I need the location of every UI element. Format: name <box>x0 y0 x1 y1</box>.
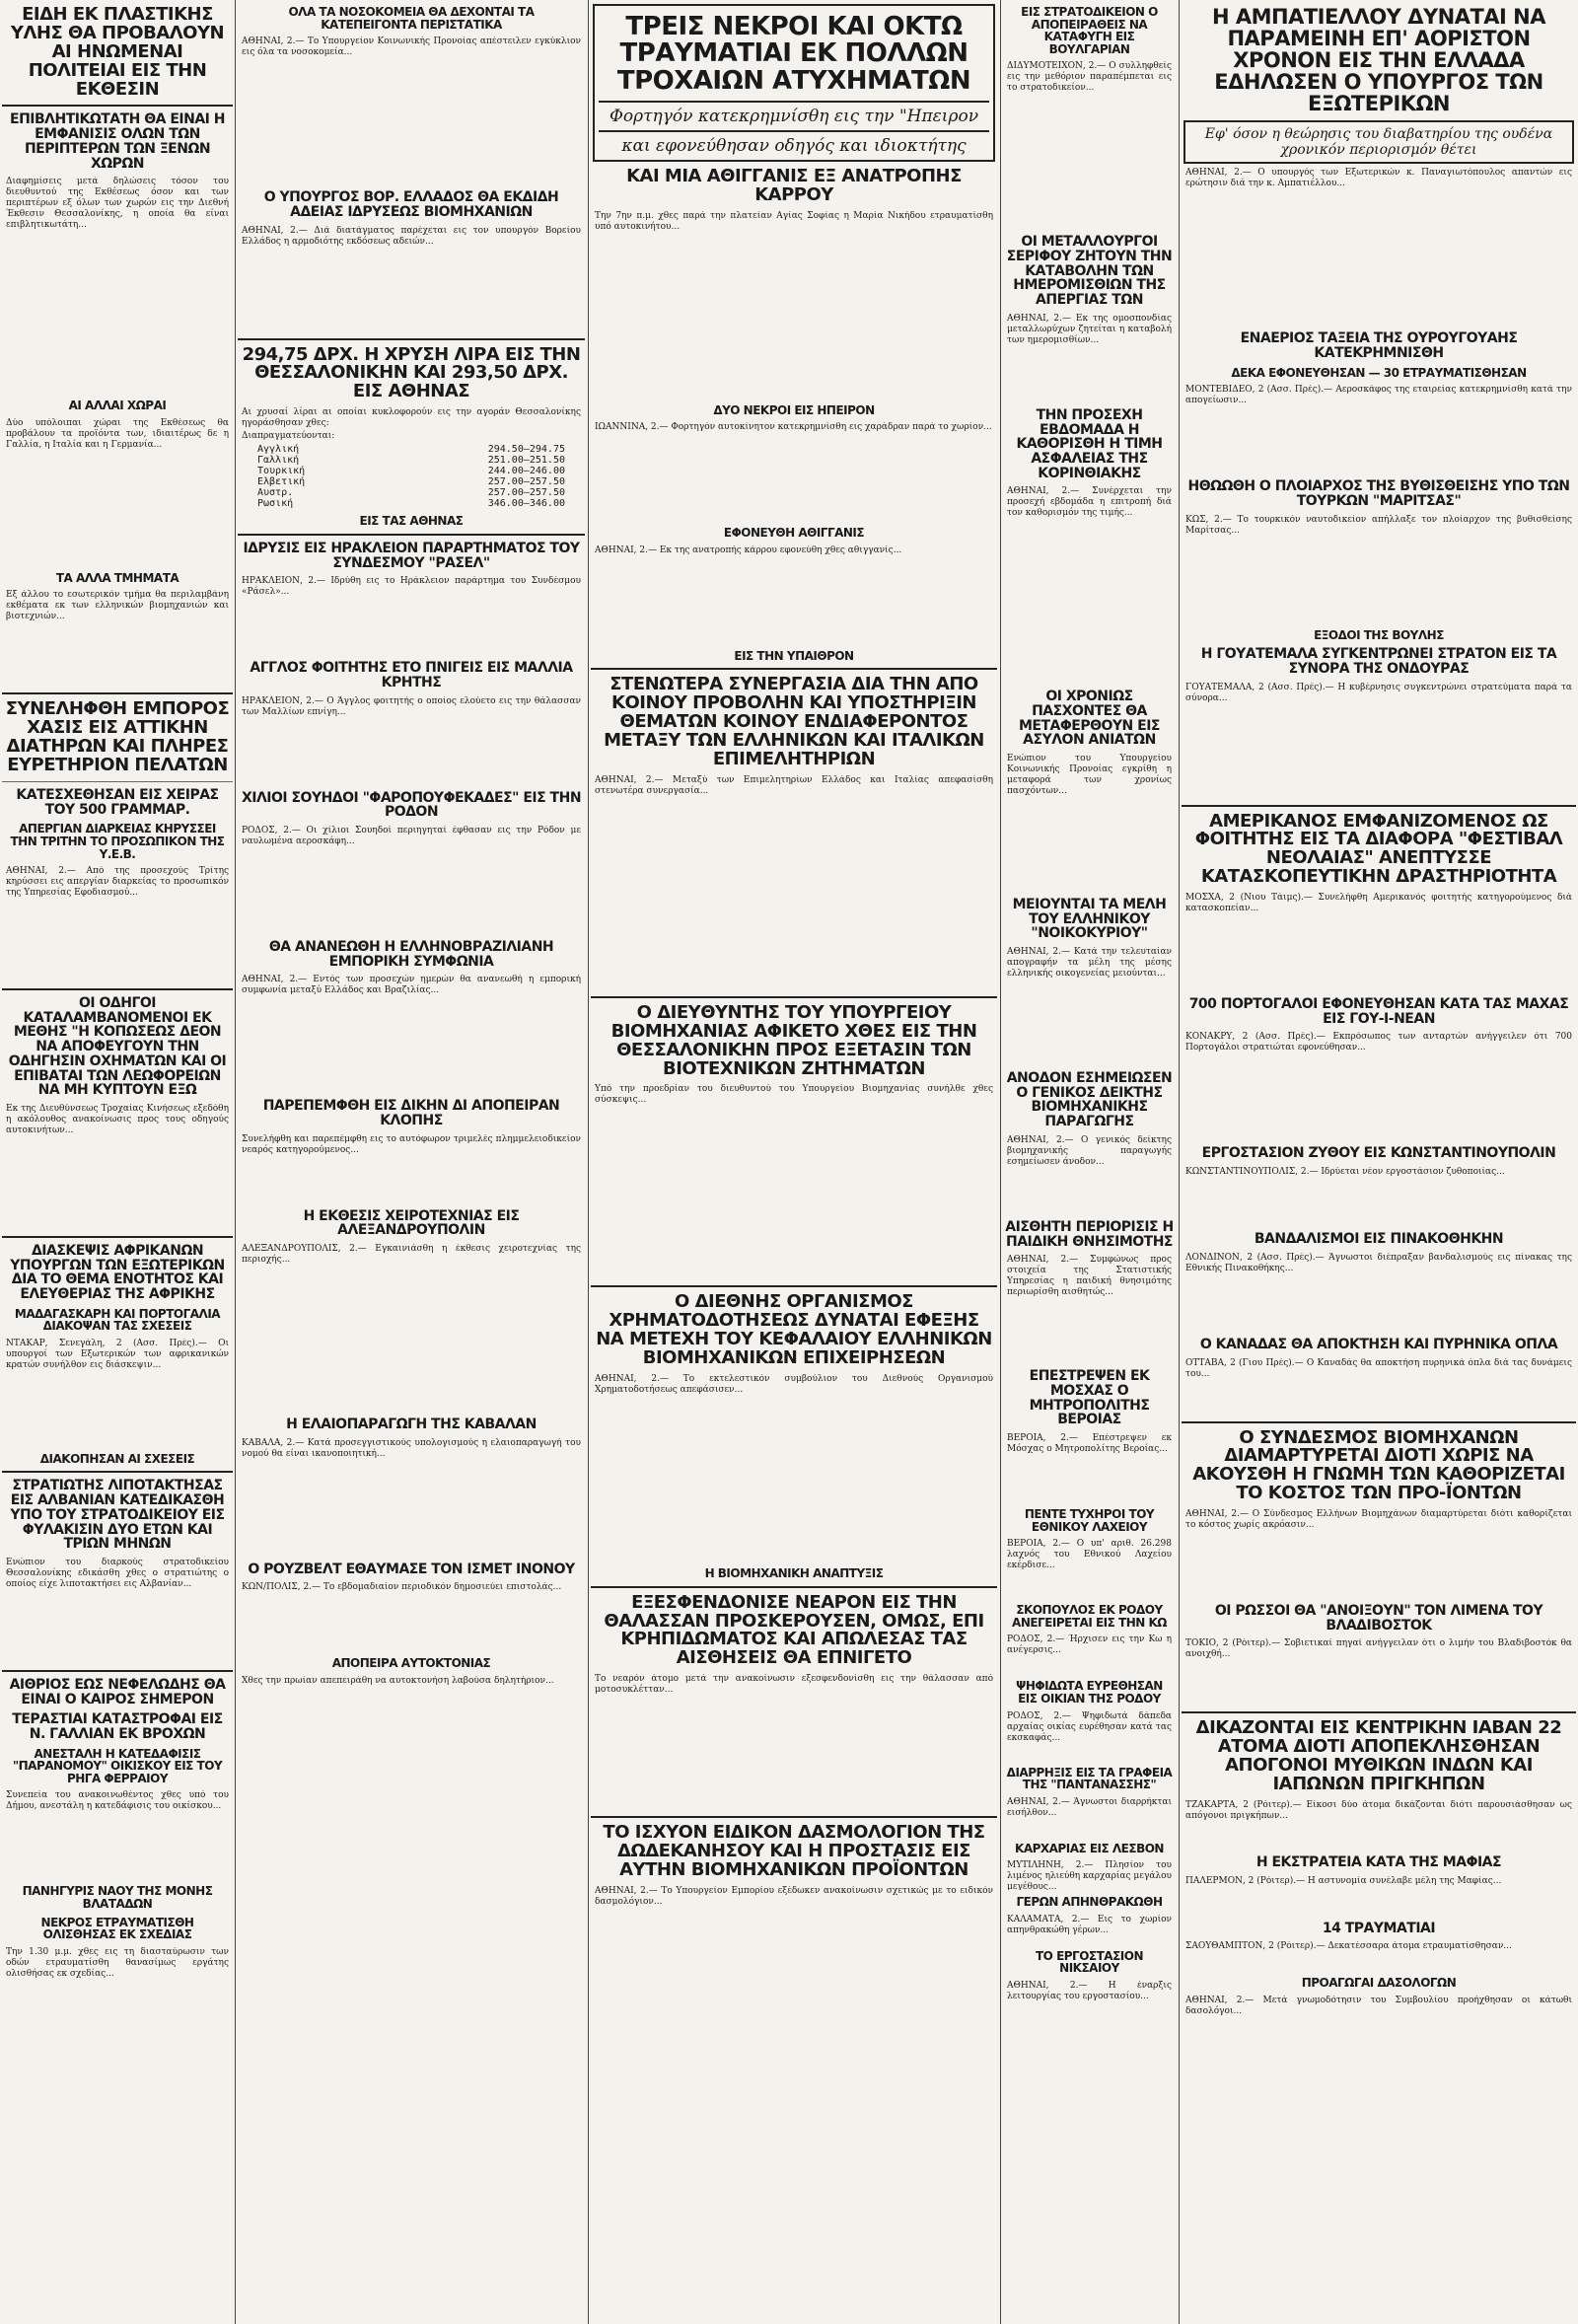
headline: ΜΕΙΟΥΝΤΑΙ ΤΑ ΜΕΛΗ ΤΟΥ ΕΛΛΗΝΙΚΟΥ "ΝΟΙΚΟΚΥΡΙΟΥ" <box>1012 897 1167 942</box>
headline: Η ΕΚΘΕΣΙΣ ΧΕΙΡΟΤΕΧΝΙΑΣ ΕΙΣ ΑΛΕΞΑΝΔΡΟΥΠΟΛΙΝ <box>303 1207 520 1239</box>
article-body: Συνεπεία του ανακοινωθέντος χθες υπό του Δήμου, ανεστάλη η κατεδάφισις του οικίσκου... <box>6 1790 229 1812</box>
column-3 <box>591 0 997 1967</box>
article-body: ΑΘΗΝΑΙ, 2.— Συνέρχεται την προσεχή εβδομάδα η επιτροπή διά τον καθορισμόν της τιμής... <box>1007 486 1172 519</box>
subheading: ΤΑ ΑΛΛΑ ΤΜΗΜΑΤΑ <box>55 570 179 585</box>
headline: ΕΠΕΣΤΡΕΨΕΝ ΕΚ ΜΟΣΧΑΣ Ο ΜΗΤΡΟΠΟΛΙΤΗΣ ΒΕΡΟΙΑΣ <box>1029 1368 1150 1428</box>
article-body: Ενώπιον του διαρκούς στρατοδικείου Θεσσαλονίκης εδικάσθη χθες ο στρατιώτης ο οποίος είχε λιποτακτήσει εις Αλβανίαν... <box>6 1557 229 1589</box>
headline: ΟΙ ΧΡΟΝΙΩΣ ΠΑΣΧΟΝΤΕΣ ΘΑ ΜΕΤΑΦΕΡΘΟΥΝ ΕΙΣ ΑΣΥΛΟΝ ΑΝΙΑΤΩΝ <box>1019 689 1160 749</box>
headline: 294,75 ΔΡΧ. Η ΧΡΥΣΗ ΛΙΡΑ ΕΙΣ ΤΗΝ ΘΕΣΣΑΛΟΝΙΚΗΝ ΚΑΙ 293,50 ΔΡΧ. ΕΙΣ ΑΘΗΝΑΣ <box>242 343 581 402</box>
article-body: ΑΘΗΝΑΙ, 2.— Μεταξύ των Επιμελητηρίων Ελλάδος και Ιταλίας απεφασίσθη στενωτέρα συνεργασία... <box>595 774 993 796</box>
headline: ΕΞΕΣΦΕΝΔΟΝΙΣΕ ΝΕΑΡΟΝ ΕΙΣ ΤΗΝ ΘΑΛΑΣΣΑΝ ΠΡΟΣΚΕΡΟΥΣΕΝ, ΟΜΩΣ, ΕΠΙ ΚΡΗΠΙΔΩΜΑΤΟΣ ΚΑΙ ΑΠΩΛΕΣΑΣ ΤΑΣ ΑΙΣΘΗΣΕΙΣ ΘΑ ΕΠΝΙΓΕΤΟ <box>604 1591 984 1669</box>
article-body: ΚΟΝΑΚΡΥ, 2 (Ασσ. Πρές).— Εκπρόσωπος των ανταρτών ανήγγειλεν ότι 700 Πορτογάλοι στρατιώται εφονεύθησαν... <box>1185 1032 1572 1053</box>
article-body: Εξ άλλου το εσωτερικόν τμήμα θα περιλαμβάνη εκθέματα εκ των ελληνικών βιομηχανιών και βιοτεχνιών... <box>6 590 229 622</box>
headline: ΚΑΡΧΑΡΙΑΣ ΕΙΣ ΛΕΣΒΟΝ <box>1015 1841 1164 1855</box>
headline: ΕΙΣ ΣΤΡΑΤΟΔΙΚΕΙΟΝ Ο ΑΠΟΠΕΙΡΑΘΕΙΣ ΝΑ ΚΑΤΑΦΥΓΗ ΕΙΣ ΒΟΥΛΓΑΡΙΑΝ <box>1021 5 1158 56</box>
subheading: Η ΒΙΟΜΗΧΑΝΙΚΗ ΑΝΑΠΤΥΞΙΣ <box>704 1566 884 1581</box>
gold-rates-table <box>257 444 565 509</box>
rate-row: Αγγλική 294.50—294.75 <box>257 444 565 456</box>
headline: Η ΓΟΥΑΤΕΜΑΛΑ ΣΥΓΚΕΝΤΡΩΝΕΙ ΣΤΡΑΤΟΝ ΕΙΣ ΤΑ ΣΥΝΟΡΑ ΤΗΣ ΟΝΔΟΥΡΑΣ <box>1200 646 1557 677</box>
headline: Ο ΥΠΟΥΡΓΟΣ ΒΟΡ. ΕΛΛΑΔΟΣ ΘΑ ΕΚΔΙΔΗ ΑΔΕΙΑΣ ΙΔΡΥΣΕΩΣ ΒΙΟΜΗΧΑΝΙΩΝ <box>263 189 559 220</box>
headline: Η ΕΛΑΙΟΠΑΡΑΓΩΓΗ ΤΗΣ ΚΑΒΑΛΑΝ <box>286 1416 537 1433</box>
column-5 <box>1182 0 1576 2027</box>
article-body: ΑΘΗΝΑΙ, 2.— Ο υπουργός των Εξωτερικών κ. Παναγιωτόπουλος απαντών εις ερώτησιν διά την κ. Αμπατιέλλου... <box>1185 168 1572 189</box>
headline: ΟΙ ΜΕΤΑΛΛΟΥΡΓΟΙ ΣΕΡΙΦΟΥ ΖΗΤΟΥΝ ΤΗΝ ΚΑΤΑΒΟΛΗΝ ΤΩΝ ΗΜΕΡΟΜΙΣΘΙΩΝ ΤΗΣ ΑΠΕΡΓΙΑΣ ΤΩΝ <box>1006 234 1173 309</box>
headline: ΟΙ ΟΔΗΓΟΙ ΚΑΤΑΛΑΜΒΑΝΟΜΕΝΟΙ ΕΚ ΜΕΘΗΣ "Η ΚΟΠΩΣΕΩΣ ΔΕΟΝ ΝΑ ΑΠΟΦΕΥΓΟΥΝ ΤΗΝ ΟΔΗΓΗΣΙΝ ΟΧΗΜΑΤΩΝ ΚΑΙ ΟΙ ΕΠΙΒΑΤΑΙ ΤΩΝ ΛΕΩΦΟΡΕΙΩΝ ΝΑ ΜΗ ΚΥΠΤΟΥΝ ΕΞΩ <box>8 995 227 1099</box>
headline: Ο ΚΑΝΑΔΑΣ ΘΑ ΑΠΟΚΤΗΣΗ ΚΑΙ ΠΥΡΗΝΙΚΑ ΟΠΛΑ <box>1199 1336 1558 1352</box>
headline: 14 ΤΡΑΥΜΑΤΙΑΙ <box>1322 1920 1436 1936</box>
headline: ΑΝΕΣΤΑΛΗ Η ΚΑΤΕΔΑΦΙΣΙΣ "ΠΑΡΑΝΟΜΟΥ" ΟΙΚΙΣΚΟΥ ΕΙΣ ΤΟΥ ΡΗΓΑ ΦΕΡΡΑΙΟΥ <box>12 1746 223 1785</box>
article-body: ΜΟΝΤΕΒΙΔΕΟ, 2 (Ασσ. Πρές).— Αεροσκάφος της εταιρείας κατεκρημνίσθη κατά την απογείωσιν... <box>1185 385 1572 406</box>
deck: Εφ' όσον η θεώρησις του διαβατηρίου της ουδένα χρονικόν περιορισμόν θέτει <box>1204 126 1553 159</box>
article-body: ΑΘΗΝΑΙ, 2.— Από της προσεχούς Τρίτης κηρύσσει εις απεργίαν διαρκείας το προσωπικόν της Υπηρεσίας Εφοδιασμού... <box>6 866 229 899</box>
article-body: Το νεαρόν άτομο μετά την ανακοίνωσιν εξεσφενδονίσθη εις την θάλασσαν από μοτοσυκλέτταν... <box>595 1674 993 1696</box>
article-body: Χθες την πρωίαν απεπειράθη να αυτοκτονήση λαβούσα δηλητήριον... <box>242 1676 554 1687</box>
headline: ΜΑΔΑΓΑΣΚΑΡΗ ΚΑΙ ΠΟΡΤΟΓΑΛΙΑ ΔΙΑΚΟΨΑΝ ΤΑΣ ΣΧΕΣΕΙΣ <box>14 1306 221 1334</box>
article-body: Υπό την προεδρίαν του διευθυντού του Υπουργείου Βιομηχανίας συνήλθε χθες σύσκεψις... <box>595 1084 993 1106</box>
headline: ΔΙΑΡΡΗΞΙΣ ΕΙΣ ΤΑ ΓΡΑΦΕΙΑ ΤΗΣ "ΠΑΝΤΑΝΑΣΣΗΣ" <box>1006 1765 1173 1792</box>
article-body: ΝΤΑΚΑΡ, Σενεγάλη, 2 (Ασσ. Πρές).— Οι υπουργοί των Εξωτερικών των αφρικανικών κρατών συνήλθον εις διάσκεψιν... <box>6 1338 229 1370</box>
headline: ΕΝΑΕΡΙΟΣ ΤΑΞΕΙΑ ΤΗΣ ΟΥΡΟΥΓΟΥΑΗΣ ΚΑΤΕΚΡΗΜΝΙΣΘΗ <box>1240 330 1518 361</box>
headline: ΑΙΣΘΗΤΗ ΠΕΡΙΟΡΙΣΙΣ Η ΠΑΙΔΙΚΗ ΘΝΗΣΙΜΟΤΗΣ <box>1005 1218 1174 1250</box>
article-body: ΟΤΤΑΒΑ, 2 (Γιου Πρές).— Ο Καναδάς θα αποκτήση πυρηνικά όπλα διά τας δυνάμεις του... <box>1185 1357 1572 1379</box>
headline: ΑΠΕΡΓΙΑΝ ΔΙΑΡΚΕΙΑΣ ΚΗΡΥΣΣΕΙ ΤΗΝ ΤΡΙΤΗΝ ΤΟ ΠΡΟΣΩΠΙΚΟΝ ΤΗΣ Υ.Ε.Β. <box>10 822 225 861</box>
rates-title: Διαπραγματεύονται: <box>242 431 335 442</box>
deck: και εφονεύθησαν οδηγός και ιδιοκτήτης <box>621 135 967 156</box>
article-body: ΑΘΗΝΑΙ, 2.— Ο γενικός δείκτης βιομηχανικής παραγωγής εσημείωσεν άνοδον... <box>1007 1134 1172 1167</box>
headline: ΕΙΔΗ ΕΚ ΠΛΑΣΤΙΚΗΣ ΥΛΗΣ ΘΑ ΠΡΟΒΑΛΟΥΝ ΑΙ ΗΝΩΜΕΝΑΙ ΠΟΛΙΤΕΙΑΙ ΕΙΣ ΤΗΝ ΕΚΘΕΣΙΝ <box>10 4 225 100</box>
article-body: ΑΘΗΝΑΙ, 2.— Το εκτελεστικόν συμβούλιον του Διεθνούς Οργανισμού Χρηματοδοτήσεως απεφάσισεν... <box>595 1374 993 1396</box>
article-body: ΚΩΝΣΤΑΝΤΙΝΟΥΠΟΛΙΣ, 2.— Ιδρύεται νέον εργοστάσιον ζυθοποιίας... <box>1185 1167 1505 1178</box>
article-body: Διαφημίσεις μετά δηλώσεις τόσον του διευθυντού της Εκθέσεως όσον και των περιπτέρων εξ όλων των χωρών εις την Διεθνή Έκθεσιν Θεσσαλονίκης, η οποία θα είναι επιβλητικωτάτη... <box>6 177 229 231</box>
deck: Φορτηγόν κατεκρημνίσθη εις την "Ηπειρον <box>609 106 979 126</box>
article-body: ΚΑΛΑΜΑΤΑ, 2.— Εις το χωρίον απηνθρακώθη γέρων... <box>1007 1914 1172 1935</box>
headline: ΑΜΕΡΙΚΑΝΟΣ ΕΜΦΑΝΙΖΟΜΕΝΟΣ ΩΣ ΦΟΙΤΗΤΗΣ ΕΙΣ ΤΑ ΔΙΑΦΟΡΑ "ΦΕΣΤΙΒΑΛ ΝΕΟΛΑΙΑΣ" ΑΝΕΠΤΥΣΣΕ ΚΑΤΑΣΚΟΠΕΥΤΙΚΗΝ ΔΡΑΣΤΗΡΙΟΤΗΤΑ <box>1194 810 1563 888</box>
article-body: Δύο υπόλοιπαι χώραι της Εκθέσεως θα προβάλουν τα προϊόντα των, ιδιαιτέρως δε η Γαλλία, η Ιταλία και η Γερμανία... <box>6 417 229 450</box>
article-body: ΑΛΕΞΑΝΔΡΟΥΠΟΛΙΣ, 2.— Εγκαινιάσθη η έκθεσις χειροτεχνίας της περιοχής... <box>242 1244 581 1266</box>
article-body: ΑΘΗΝΑΙ, 2.— Το Υπουργείον Εμπορίου εξέδωκεν ανακοίνωσιν σχετικώς με το ειδικόν δασμολόγιον... <box>595 1885 993 1907</box>
article-body: ΚΑΒΑΛΑ, 2.— Κατά προσεγγιστικούς υπολογισμούς η ελαιοπαραγωγή του νομού θα είναι ικανοποιητική... <box>242 1437 581 1459</box>
headline: Ο ΡΟΥΖΒΕΛΤ ΕΘΑΥΜΑΣΕ ΤΟΝ ΙΣΜΕΤ ΙΝΟΝΟΥ <box>248 1561 575 1577</box>
subheading: ΕΦΟΝΕΥΘΗ ΑΘΙΓΓΑΝΙΣ <box>723 526 865 541</box>
headline: ΒΑΝΔΑΛΙΣΜΟΙ ΕΙΣ ΠΙΝΑΚΟΘΗΚΗΝ <box>1254 1231 1504 1248</box>
article-body: Αι χρυσαί λίραι αι οποίαι κυκλοφορούν εις την αγοράν Θεσσαλονίκης ηγοράσθησαν χθες: <box>242 407 581 429</box>
article-body: Την 7ην π.μ. χθες παρά την πλατείαν Αγίας Σοφίας η Μαρία Νικήδου ετραυματίσθη υπό αυτοκινήτου... <box>595 210 993 232</box>
headline: 700 ΠΟΡΤΟΓΑΛΟΙ ΕΦΟΝΕΥΘΗΣΑΝ ΚΑΤΑ ΤΑΣ ΜΑΧΑΣ ΕΙΣ ΓΟΥ-Ι-ΝΕΑΝ <box>1188 996 1569 1027</box>
rate-row: Τουρκική 244.00—246.00 <box>257 466 565 477</box>
headline: ΔΙΑΣΚΕΨΙΣ ΑΦΡΙΚΑΝΩΝ ΥΠΟΥΡΓΩΝ ΤΩΝ ΕΞΩΤΕΡΙΚΩΝ ΔΙΑ ΤΟ ΘΕΜΑ ΕΝΟΤΗΤΟΣ ΚΑΙ ΕΛΕΥΘΕΡΙΑΣ ΤΗΣ ΑΦΡΙΚΗΣ <box>10 1242 225 1302</box>
headline: ΟΛΑ ΤΑ ΝΟΣΟΚΟΜΕΙΑ ΘΑ ΔΕΧΟΝΤΑΙ ΤΑ ΚΑΤΕΠΕΙΓΟΝΤΑ ΠΕΡΙΣΤΑΤΙΚΑ <box>288 5 535 32</box>
headline: ΠΑΡΕΠΕΜΦΘΗ ΕΙΣ ΔΙΚΗΝ ΔΙ ΑΠΟΠΕΙΡΑΝ ΚΛΟΠΗΣ <box>262 1098 560 1129</box>
headline: ΠΕΝΤΕ ΤΥΧΗΡΟΙ ΤΟΥ ΕΘΝΙΚΟΥ ΛΑΧΕΙΟΥ <box>1024 1506 1155 1534</box>
headline: ΚΑΙ ΜΙΑ ΑΘΙΓΓΑΝΙΣ ΕΞ ΑΝΑΤΡΟΠΗΣ ΚΑΡΡΟΥ <box>626 165 962 205</box>
headline: ΤΕΡΑΣΤΙΑΙ ΚΑΤΑΣΤΡΟΦΑΙ ΕΙΣ Ν. ΓΑΛΛΙΑΝ ΕΚ ΒΡΟΧΩΝ <box>12 1711 223 1742</box>
headline: ΤΟ ΙΣΧΥΟΝ ΕΙΔΙΚΟΝ ΔΑΣΜΟΛΟΓΙΟΝ ΤΗΣ ΔΩΔΕΚΑΝΗΣΟΥ ΚΑΙ Η ΠΡΟΣΤΑΣΙΣ ΕΙΣ ΑΥΤΗΝ ΒΙΟΜΗΧΑΝΙΚΩΝ ΠΡΟΪΟΝΤΩΝ <box>603 1822 985 1880</box>
article-body: ΜΥΤΙΛΗΝΗ, 2.— Πλησίον του λιμένος ηλιεύθη καρχαρίας μεγάλου μεγέθους... <box>1007 1860 1172 1891</box>
lead-headline-box <box>593 4 995 162</box>
subheading: ΕΙΣ ΤΗΝ ΥΠΑΙΘΡΟΝ <box>734 648 854 663</box>
headline: Ο ΔΙΕΥΘΥΝΤΗΣ ΤΟΥ ΥΠΟΥΡΓΕΙΟΥ ΒΙΟΜΗΧΑΝΙΑΣ ΑΦΙΚΕΤΟ ΧΘΕΣ ΕΙΣ ΤΗΝ ΘΕΣΣΑΛΟΝΙΚΗΝ ΠΡΟΣ ΕΞΕΤΑΣΙΝ ΤΩΝ ΒΙΟΤΕΧΝΙΚΩΝ ΖΗΤΗΜΑΤΩΝ <box>610 1001 977 1079</box>
rate-row: Ρωσική 346.00—346.00 <box>257 498 565 510</box>
article-body: ΠΑΛΕΡΜΟΝ, 2 (Ρόιτερ).— Η αστυνομία συνέλαβε μέλη της Μαφίας... <box>1185 1875 1502 1886</box>
article-body: ΚΩΝ/ΠΟΛΙΣ, 2.— Το εβδομαδιαίον περιοδικόν δημοσιεύει επιστολάς... <box>242 1582 562 1593</box>
subheading: ΕΞΟΔΟΙ ΤΗΣ ΒΟΥΛΗΣ <box>1314 627 1444 642</box>
headline: ΑΓΓΛΟΣ ΦΟΙΤΗΤΗΣ ΕΤΟ ΠΝΙΓΕΙΣ ΕΙΣ ΜΑΛΛΙΑ ΚΡΗΤΗΣ <box>250 660 573 690</box>
article-body: ΑΘΗΝΑΙ, 2.— Εκ της ομοσπονδίας μεταλλωρύχων ζητείται η καταβολή των ημερομισθίων... <box>1007 313 1172 345</box>
article-body: ΗΡΑΚΛΕΙΟΝ, 2.— Ιδρύθη εις το Ηράκλειον παράρτημα του Συνδέσμου «Ράσελ»... <box>242 576 581 598</box>
article-body: ΑΘΗΝΑΙ, 2.— Συμφώνως προς στοιχεία της Στατιστικής Υπηρεσίας η παιδική θνησιμότης περιωρίσθη αισθητώς... <box>1007 1255 1172 1298</box>
article-body: ΚΩΣ, 2.— Το τουρκικόν ναυτοδικείον απήλλαξε τον πλοίαρχον της βυθισθείσης Μαρίτσας... <box>1185 514 1572 536</box>
headline: ΚΑΤΕΣΧΕΘΗΣΑΝ ΕΙΣ ΧΕΙΡΑΣ ΤΟΥ 500 ΓΡΑΜΜΑΡ. <box>16 786 219 818</box>
headline: ΣΥΝΕΛΗΦΘΗ ΕΜΠΟΡΟΣ ΧΑΣΙΣ ΕΙΣ ΑΤΤΙΚΗΝ ΔΙΑΤΗΡΩΝ ΚΑΙ ΠΛΗΡΕΣ ΕΥΡΕΤΗΡΙΟΝ ΠΕΛΑΤΩΝ <box>5 698 230 776</box>
subheading: ΝΕΚΡΟΣ ΕΤΡΑΥΜΑΤΙΣΘΗ ΟΛΙΣΘΗΣΑΣ ΕΚ ΣΧΕΔΙΑΣ <box>40 1915 194 1942</box>
subheading: ΑΙ ΑΛΛΑΙ ΧΩΡΑΙ <box>68 399 167 413</box>
headline: ΘΑ ΑΝΑΝΕΩΘΗ Η ΕΛΛΗΝΟΒΡΑΖΙΛΙΑΝΗ ΕΜΠΟΡΙΚΗ ΣΥΜΦΩΝΙΑ <box>268 938 554 970</box>
article-body: ΤΖΑΚΑΡΤΑ, 2 (Ρόιτερ).— Είκοσι δύο άτομα δικάζονται διότι παρουσιάσθησαν ως απόγονοι πριγκήπων... <box>1185 1800 1572 1822</box>
article-body: ΑΘΗΝΑΙ, 2.— Εντός των προσεχών ημερών θα ανανεωθή η εμπορική συμφωνία μεταξύ Ελλάδος και Βραζιλίας... <box>242 975 581 996</box>
article-body: ΒΕΡΟΙΑ, 2.— Ο υπ' αριθ. 26.298 λαχνός του Εθνικού Λαχείου εκέρδισε... <box>1007 1539 1172 1571</box>
headline: ΤΟ ΕΡΓΟΣΤΑΣΙΟΝ ΝΙΚΣΑΙΟΥ <box>1036 1948 1143 1976</box>
article-body: ΡΟΔΟΣ, 2.— Ήρχισεν εις την Κω η ανέγερσις... <box>1007 1634 1172 1656</box>
headline: ΠΡΟΑΓΩΓΑΙ ΔΑΣΟΛΟΓΩΝ <box>1301 1976 1457 1991</box>
article-body: ΑΘΗΝΑΙ, 2.— Κατά την τελευταίαν απογραφήν τα μέλη της μέσης ελληνικής οικογενείας μειούνται... <box>1007 947 1172 980</box>
article-body: ΛΟΝΔΙΝΟΝ, 2 (Ασσ. Πρές).— Άγνωστοι διέπραξαν βανδαλισμούς εις πίνακας της Εθνικής Πινακοθήκης... <box>1185 1252 1572 1273</box>
headline: ΤΗΝ ΠΡΟΣΕΧΗ ΕΒΔΟΜΑΔΑ Η ΚΑΘΟΡΙΣΘΗ Η ΤΙΜΗ ΑΣΦΑΛΕΙΑΣ ΤΗΣ ΚΟΡΙΝΘΙΑΚΗΣ <box>1016 406 1163 481</box>
headline: ΣΤΕΝΩΤΕΡΑ ΣΥΝΕΡΓΑΣΙΑ ΔΙΑ ΤΗΝ ΑΠΟ ΚΟΙΝΟΥ ΠΡΟΒΟΛΗΝ ΚΑΙ ΥΠΟΣΤΗΡΙΞΙΝ ΘΕΜΑΤΩΝ ΚΟΙΝΟΥ ΕΝΔΙΑΦΕΡΟΝΤΟΣ ΜΕΤΑΞΥ ΤΩΝ ΕΛΛΗΝΙΚΩΝ ΚΑΙ ΙΤΑΛΙΚΩΝ ΕΠΙΜΕΛΗΤΗΡΙΩΝ <box>604 674 984 770</box>
headline: ΨΗΦΙΔΩΤΑ ΕΥΡΕΘΗΣΑΝ ΕΙΣ ΟΙΚΙΑΝ ΤΗΣ ΡΟΔΟΥ <box>1016 1679 1163 1706</box>
headline: ΕΡΓΟΣΤΑΣΙΟΝ ΖΥΘΟΥ ΕΙΣ ΚΩΝΣΤΑΝΤΙΝΟΥΠΟΛΙΝ <box>1201 1145 1556 1162</box>
headline: ΑΝΟΔΟΝ ΕΣΗΜΕΙΩΣΕΝ Ο ΓΕΝΙΚΟΣ ΔΕΙΚΤΗΣ ΒΙΟΜΗΧΑΝΙΚΗΣ ΠΑΡΑΓΩΓΗΣ <box>1006 1070 1173 1130</box>
headline: Η ΑΜΠΑΤΙΕΛΛΟΥ ΔΥΝΑΤΑΙ ΝΑ ΠΑΡΑΜΕΙΝΗ ΕΠ' ΑΟΡΙΣΤΟΝ ΧΡΟΝΟΝ ΕΙΣ ΤΗΝ ΕΛΛΑΔΑ ΕΔΗΛΩΣΕΝ Ο ΥΠΟΥΡΓΟΣ ΤΩΝ ΕΞΩΤΕΡΙΚΩΝ <box>1211 5 1546 116</box>
subheading: ΕΙΣ ΤΑΣ ΑΘΗΝΑΣ <box>359 514 464 529</box>
headline: ΙΔΡΥΣΙΣ ΕΙΣ ΗΡΑΚΛΕΙΟΝ ΠΑΡΑΡΤΗΜΑΤΟΣ ΤΟΥ ΣΥΝΔΕΣΜΟΥ "ΡΑΣΕΛ" <box>243 540 580 571</box>
article-body: Ενώπιον του Υπουργείου Κοινωνικής Προνοίας εγκρίθη η μεταφορά των χρονίως πασχόντων... <box>1007 754 1172 796</box>
headline: Ο ΣΥΝΔΕΣΜΟΣ ΒΙΟΜΗΧΑΝΩΝ ΔΙΑΜΑΡΤΥΡΕΤΑΙ ΔΙΟΤΙ ΧΩΡΙΣ ΝΑ ΑΚΟΥΣΘΗ Η ΓΝΩΜΗ ΤΩΝ ΚΑΘΟΡΙΖΕΤΑΙ ΤΟ ΚΟΣΤΟΣ ΤΩΝ ΠΡΟ-ΪΟΝΤΩΝ <box>1192 1426 1565 1504</box>
headline: ΔΙΚΑΖΟΝΤΑΙ ΕΙΣ ΚΕΝΤΡΙΚΗΝ ΙΑΒΑΝ 22 ΑΤΟΜΑ ΔΙΟΤΙ ΑΠΟΠΕΚΛΗΣΘΗΣΑΝ ΑΠΟΓΟΝΟΙ ΜΥΘΙΚΩΝ ΙΝΔΩΝ ΚΑΙ ΙΑΠΩΝΩΝ ΠΡΙΓΚΗΠΩΝ <box>1195 1717 1562 1795</box>
article-body: ΑΘΗΝΑΙ, 2.— Το Υπουργείον Κοινωνικής Προνοίας απέστειλεν εγκύκλιον εις όλα τα νοσοκομεία... <box>242 36 581 58</box>
headline: ΧΙΛΙΟΙ ΣΟΥΗΔΟΙ "ΦΑΡΟΠΟΥΦΕΚΑΔΕΣ" ΕΙΣ ΤΗΝ ΡΟΔΟΝ <box>241 789 582 821</box>
article-body: ΓΟΥΑΤΕΜΑΛΑ, 2 (Ασσ. Πρές).— Η κυβέρνησις συγκεντρώνει στρατεύματα παρά τα σύνορα... <box>1185 682 1572 703</box>
headline: ΑΙΘΡΙΟΣ ΕΩΣ ΝΕΦΕΛΩΔΗΣ ΘΑ ΕΙΝΑΙ Ο ΚΑΙΡΟΣ ΣΗΜΕΡΟΝ <box>9 1676 226 1707</box>
article-body: ΜΟΣΧΑ, 2 (Νιου Τάιμς).— Συνελήφθη Αμερικανός φοιτητής κατηγορούμενος διά κατασκοπείαν... <box>1185 893 1572 914</box>
article-body: Συνελήφθη και παρεπέμφθη εις το αυτόφωρον τριμελές πλημμελειοδικείον νεαρός κατηγορούμενος... <box>242 1133 581 1155</box>
headline: Ο ΔΙΕΘΝΗΣ ΟΡΓΑΝΙΣΜΟΣ ΧΡΗΜΑΤΟΔΟΤΗΣΕΩΣ ΔΥΝΑΤΑΙ ΕΦΕΞΗΣ ΝΑ ΜΕΤΕΧΗ ΤΟΥ ΚΕΦΑΛΑΙΟΥ ΕΛΛΗΝΙΚΩΝ ΒΙΟΜΗΧΑΝΙΚΩΝ ΕΠΙΧΕΙΡΗΣΕΩΝ <box>596 1291 992 1369</box>
headline: ΕΠΙΒΛΗΤΙΚΩΤΑΤΗ ΘΑ ΕΙΝΑΙ Η ΕΜΦΑΝΙΣΙΣ ΟΛΩΝ ΤΩΝ ΠΕΡΙΠΤΕΡΩΝ ΤΩΝ ΞΕΝΩΝ ΧΩΡΩΝ <box>10 111 225 172</box>
headline: Η ΕΚΣΤΡΑΤΕΙΑ ΚΑΤΑ ΤΗΣ ΜΑΦΙΑΣ <box>1255 1854 1502 1871</box>
article-body: ΡΟΔΟΣ, 2.— Ψηφιδωτά δάπεδα αρχαίας οικίας ευρέθησαν κατά τας εκσκαφάς... <box>1007 1710 1172 1743</box>
subheading: ΠΑΝΗΓΥΡΙΣ ΝΑΟΥ ΤΗΣ ΜΟΝΗΣ ΒΛΑΤΑΔΩΝ <box>22 1884 213 1912</box>
subheading: ΔΙΑΚΟΠΗΣΑΝ ΑΙ ΣΧΕΣΕΙΣ <box>39 1451 195 1466</box>
article-body: ΑΘΗΝΑΙ, 2.— Διά διατάγματος παρέχεται εις τον υπουργόν Βορείου Ελλάδος η αρμοδιότης εκδόσεως αδειών... <box>242 225 581 247</box>
article-body: ΒΕΡΟΙΑ, 2.— Επέστρεψεν εκ Μόσχας ο Μητροπολίτης Βεροίας... <box>1007 1432 1172 1454</box>
column-4 <box>1003 0 1176 2012</box>
subheading: ΔΥΟ ΝΕΚΡΟΙ ΕΙΣ ΗΠΕΙΡΟΝ <box>713 402 875 417</box>
rate-row: Αυστρ. 257.00—257.50 <box>257 487 565 499</box>
article-body: Την 1.30 μ.μ. χθες εις τη διασταύρωσιν των οδών ετραυματίσθη θανασίμως εργάτης ολισθήσας εκ σχεδίας... <box>6 1946 229 1979</box>
headline: ΣΤΡΑΤΙΩΤΗΣ ΛΙΠΟΤΑΚΤΗΣΑΣ ΕΙΣ ΑΛΒΑΝΙΑΝ ΚΑΤΕΔΙΚΑΣΘΗ ΥΠΟ ΤΟΥ ΣΤΡΑΤΟΔΙΚΕΙΟΥ ΕΙΣ ΦΥΛΑΚΙΣΙΝ ΔΥΟ ΕΤΩΝ ΚΑΙ ΤΡΙΩΝ ΜΗΝΩΝ <box>10 1478 225 1553</box>
column-1 <box>2 0 233 2008</box>
headline: ΗΘΩΩΘΗ Ο ΠΛΟΙΑΡΧΟΣ ΤΗΣ ΒΥΘΙΣΘΕΙΣΗΣ ΥΠΟ ΤΩΝ ΤΟΥΡΚΩΝ "ΜΑΡΙΤΣΑΣ" <box>1187 478 1570 509</box>
article-body: ΡΟΔΟΣ, 2.— Οι χίλιοι Σουηδοί περιηγηταί έφθασαν εις την Ρόδον με ναυλωμένα αεροσκάφη... <box>242 825 581 846</box>
article-body: ΣΑΟΥΘΑΜΠΤΟΝ, 2 (Ρόιτερ).— Δεκατέσσαρα άτομα ετραυματίσθησαν... <box>1185 1941 1512 1952</box>
lead-headline: ΤΡΕΙΣ ΝΕΚΡΟΙ ΚΑΙ ΟΚΤΩ ΤΡΑΥΜΑΤΙΑΙ ΕΚ ΠΟΛΛΩΝ ΤΡΟΧΑΙΩΝ ΑΤΥΧΗΜΑΤΩΝ <box>616 12 971 96</box>
article-body: ΔΙΔΥΜΟΤΕΙΧΟΝ, 2.— Ο συλληφθείς εις την μεθόριον παραπέμπεται εις το στρατοδικείον... <box>1007 61 1172 94</box>
article-body: ΑΘΗΝΑΙ, 2.— Η έναρξις λειτουργίας του εργοστασίου... <box>1007 1981 1172 2002</box>
article-body: ΑΘΗΝΑΙ, 2.— Ο Σύνδεσμος Ελλήνων Βιομηχάνων διαμαρτύρεται διότι καθορίζεται το κόστος χωρίς ακρόασιν... <box>1185 1509 1572 1531</box>
article-body: ΤΟΚΙΟ, 2 (Ρόιτερ).— Σοβιετικαί πηγαί ανήγγειλαν ότι ο λιμήν του Βλαδιβοστόκ θα ανοιχθή... <box>1185 1638 1572 1660</box>
column-2 <box>238 0 585 1717</box>
rate-row: Γαλλική 251.00—251.50 <box>257 455 565 467</box>
article-body: ΗΡΑΚΛΕΙΟΝ, 2.— Ο Άγγλος φοιτητής ο οποίος ελούετο εις την θάλασσαν των Μαλλίων επνίγη... <box>242 695 581 717</box>
headline: ΔΕΚΑ ΕΦΟΝΕΥΘΗΣΑΝ — 30 ΕΤΡΑΥΜΑΤΙΣΘΗΣΑΝ <box>1231 365 1527 380</box>
article-body: Εκ της Διευθύνσεως Τροχαίας Κινήσεως εξεδόθη η ακόλουθος ανακοίνωσις προς τους οδηγούς αυτοκινήτων... <box>6 1103 229 1135</box>
headline: ΑΠΟΠΕΙΡΑ ΑΥΤΟΚΤΟΝΙΑΣ <box>331 1656 491 1671</box>
headline: ΟΙ ΡΩΣΣΟΙ ΘΑ "ΑΝΟΙΞΟΥΝ" ΤΟΝ ΛΙΜΕΝΑ ΤΟΥ ΒΛΑΔΙΒΟΣΤΟΚ <box>1214 1603 1543 1634</box>
rate-row: Ελβετική 257.00—257.50 <box>257 476 565 488</box>
headline: ΣΚΟΠΟΥΛΟΣ ΕΚ ΡΟΔΟΥ ΑΝΕΓΕΙΡΕΤΑΙ ΕΙΣ ΤΗΝ ΚΩ <box>1012 1603 1167 1630</box>
article-body: ΙΩΑΝΝΙΝΑ, 2.— Φορτηγόν αυτοκίνητον κατεκρημνίσθη εις χαράδραν παρά το χωρίον... <box>595 422 992 433</box>
article-body: ΑΘΗΝΑΙ, 2.— Εκ της ανατροπής κάρρου εφονεύθη χθες αθιγγανίς... <box>595 545 902 555</box>
deck-box <box>1184 120 1574 164</box>
headline: ΓΕΡΩΝ ΑΠΗΝΘΡΑΚΩΘΗ <box>1016 1895 1163 1910</box>
article-body: ΑΘΗΝΑΙ, 2.— Μετά γνωμοδότησιν του Συμβουλίου προήχθησαν οι κάτωθι δασολόγοι... <box>1185 1996 1572 2017</box>
article-body: ΑΘΗΝΑΙ, 2.— Άγνωστοι διαρρήκται εισήλθον... <box>1007 1796 1172 1818</box>
